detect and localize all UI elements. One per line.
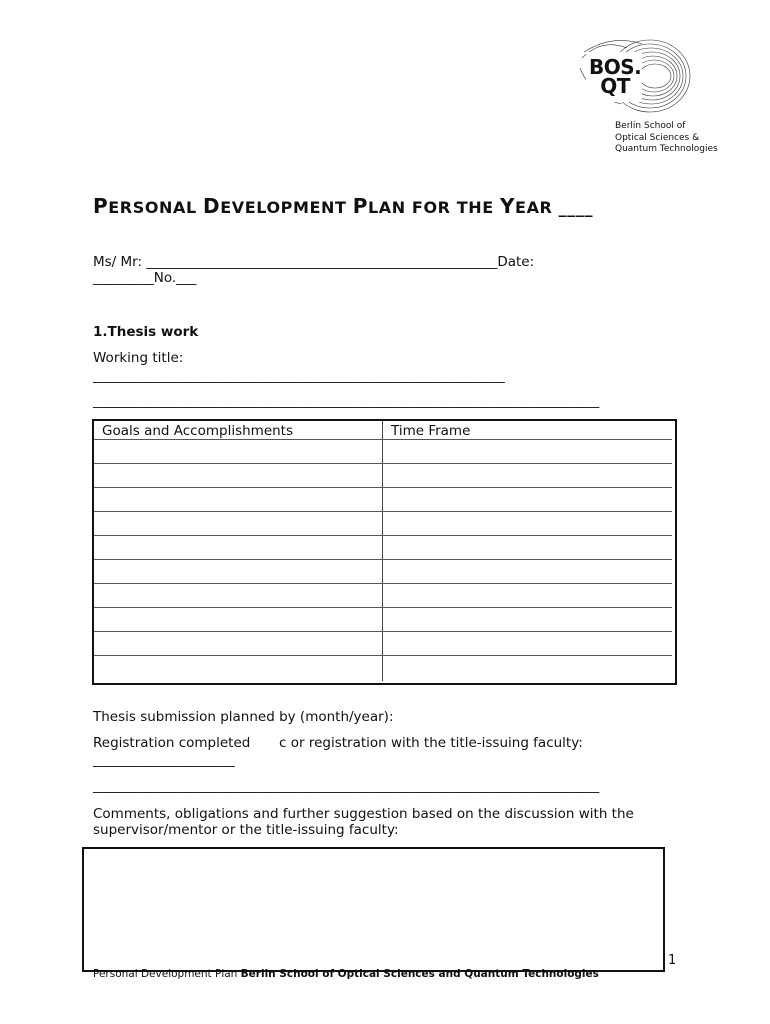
- table-row: [94, 463, 672, 464]
- table-row: [94, 559, 672, 560]
- footer: Personal Development Plan Berlin School of Optical Sciences and Quantum Technologies: [93, 968, 599, 980]
- table-row: [94, 655, 672, 656]
- table-row: [94, 511, 672, 512]
- table-row: [94, 487, 672, 488]
- table-row: [94, 607, 672, 608]
- table-row: [94, 631, 672, 632]
- page-title: PERSONAL DEVELOPMENT PLAN FOR THE YEAR ____: [93, 194, 594, 218]
- goals-table: [92, 419, 677, 685]
- registration-faculty-label: c or registration with the title-issuing faculty:: [279, 735, 583, 751]
- section-heading-thesis-work: 1.Thesis work: [93, 324, 199, 340]
- comments-label-line2: supervisor/mentor or the title-issuing faculty:: [93, 822, 399, 838]
- number-line: _________No.___: [93, 270, 197, 286]
- table-row: [94, 583, 672, 584]
- separator-line: ___________________________________________________________________________: [93, 393, 600, 409]
- logo-subtitle: Berlin School of Optical Sciences & Quantum Technologies: [615, 121, 718, 154]
- working-title-label: Working title:: [93, 350, 184, 366]
- working-title-line: _____________________________________________________________: [93, 368, 505, 384]
- registration-blank: _____________________: [93, 752, 235, 768]
- table-column-divider: [382, 421, 383, 681]
- table-row: [94, 535, 672, 536]
- table-header-goals: Goals and Accomplishments: [102, 423, 294, 439]
- table-row: [94, 439, 672, 440]
- comments-label-line1: Comments, obligations and further suggestion based on the discussion with the: [93, 806, 634, 822]
- registration-completed-label: Registration completed: [93, 735, 251, 751]
- separator-line: ___________________________________________________________________________: [93, 778, 600, 794]
- name-date-line: Ms/ Mr: ____________________________________________________Date:: [93, 254, 535, 270]
- page-number: 1: [668, 953, 677, 968]
- logo-wordmark: BOS. QT: [589, 55, 642, 98]
- table-header-time-frame: Time Frame: [391, 423, 471, 439]
- comments-box[interactable]: [82, 847, 665, 972]
- submission-planned-label: Thesis submission planned by (month/year):: [93, 709, 394, 725]
